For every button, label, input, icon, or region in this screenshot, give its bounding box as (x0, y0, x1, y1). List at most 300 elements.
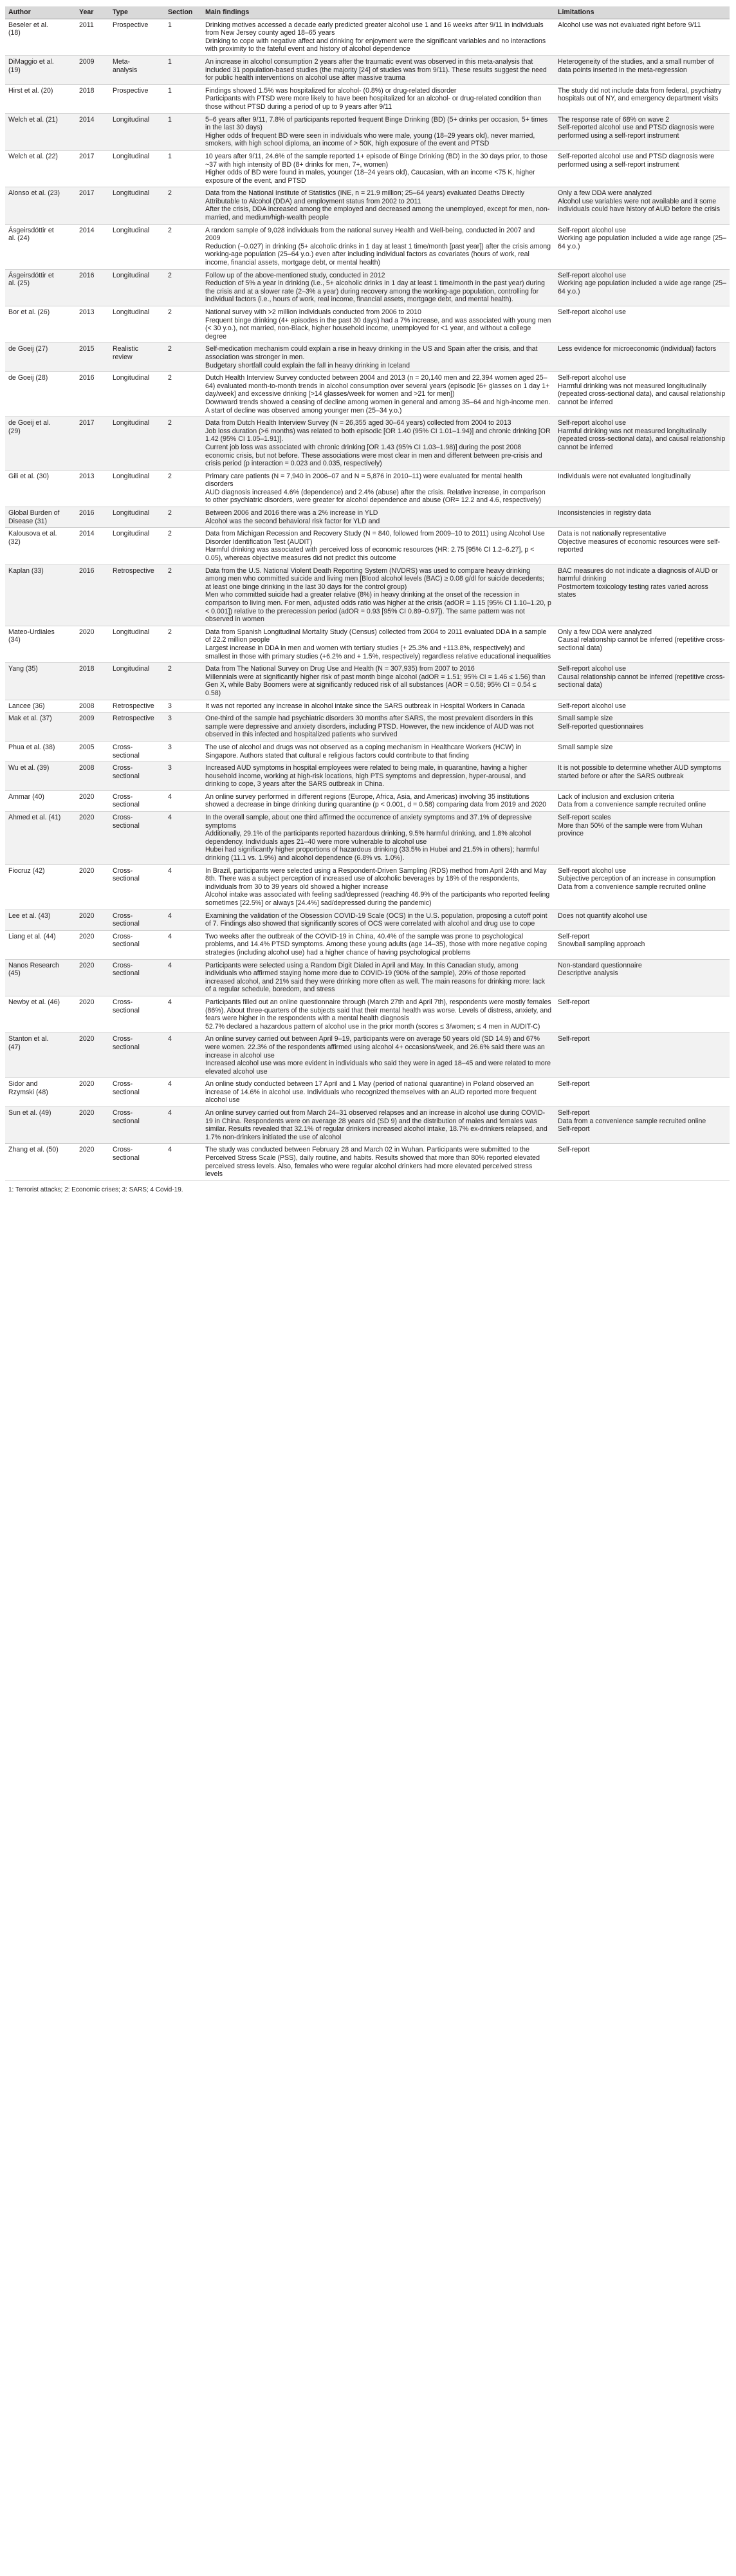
document-page (0, 0, 736, 1193)
cell-author-line: de Goeij (27) (8, 345, 48, 353)
cell-section: 2 (165, 507, 202, 528)
cell-main-findings-line: An online survey carried out between April 9–19, participants were on average 50 years old (SD 14.9) and 67% were women. 22.3% of the respondents affirmed using alcohol 4+ occasions/week, and 26.6% said there was an increase in alcohol use (205, 1035, 545, 1059)
table-row (5, 528, 730, 565)
cell-section: 1 (165, 55, 202, 84)
cell-main-findings-line: Job loss duration (>6 months) was related to both episodic [OR 1.40 (95% CI 1.01–1.94)] and chronic drinking [OR 1.42 (95% CI 1.05–1.91)]. (205, 427, 551, 443)
cell-main-findings-line: One-third of the sample had psychiatric disorders 30 months after SARS, the most prevalent disorders in this sample were depressive and anxiety disorders, including PTSD. However, the new incidence of AUD was not observed in this infected and hospitalized patients who survived (205, 714, 534, 739)
table-row (5, 741, 730, 761)
cell-main-findings (202, 224, 555, 269)
cell-limitations-line: Heterogeneity of the studies, and a small number of data points inserted in the meta-regression (558, 57, 714, 74)
cell-limitations (555, 713, 730, 742)
cell-year: 2015 (76, 343, 109, 372)
table-row (5, 372, 730, 417)
cell-type (109, 790, 165, 811)
cell-year: 2018 (76, 663, 109, 700)
cell-main-findings (202, 930, 555, 959)
cell-limitations-line: Snowball sampling approach (558, 940, 645, 949)
cell-type-line: Longitudinal (113, 308, 150, 316)
table-row (5, 762, 730, 791)
cell-author (5, 930, 76, 959)
cell-limitations-line: Self-report alcohol use (558, 866, 626, 875)
cell-author (5, 343, 76, 372)
cell-type-line: Longitudinal (113, 226, 150, 234)
cell-year: 2011 (76, 19, 109, 55)
cell-type-line: Cross- (113, 1080, 133, 1088)
cell-author-line: Gili et al. (30) (8, 472, 49, 480)
cell-limitations (555, 470, 730, 507)
cell-author-line: Alonso et al. (23) (8, 189, 60, 198)
cell-main-findings (202, 507, 555, 528)
table-row (5, 417, 730, 471)
cell-type-line: analysis (113, 66, 138, 74)
table-row (5, 910, 730, 930)
cell-section: 3 (165, 713, 202, 742)
cell-type-line: Cross- (113, 1146, 133, 1154)
cell-year: 2009 (76, 713, 109, 742)
cell-main-findings (202, 187, 555, 224)
table-row (5, 269, 730, 306)
cell-main-findings-line: Two weeks after the outbreak of the COVID-19 in China, 40.4% of the sample was prone to psychological problems, and 14.4% PTSD symptoms. Among these young adults (age 14–35), those with more negative coping strategies (including alcohol use) had a higher chance of having psychological problems (205, 932, 547, 957)
cell-main-findings-line: Between 2006 and 2016 there was a 2% increase in YLD (205, 509, 378, 518)
cell-year: 2013 (76, 470, 109, 507)
cell-limitations-line: Self-report (558, 932, 590, 940)
cell-main-findings-line: Findings showed 1.5% was hospitalized for alcohol- (0.8%) or drug-related disorder (205, 86, 457, 95)
cell-year: 2016 (76, 507, 109, 528)
cell-type-line: sectional (113, 1117, 140, 1125)
cell-limitations (555, 84, 730, 113)
cell-year: 2016 (76, 565, 109, 626)
cell-type (109, 996, 165, 1032)
cell-main-findings-line: An online study conducted between 17 April and 1 May (period of national quarantine) in Poland observed an increase of 14.6% in alcohol use. Individuals who recognized themselves with an AUD reported more frequent alcohol use (205, 1080, 537, 1105)
cell-limitations-line: Self-reported questionnaires (558, 722, 644, 731)
cell-main-findings-line: Increased AUD symptoms in hospital employees were related to being male, in quarantine, having a higher household income, working at high-risk locations, high PTS symptoms and depression, hyper-arousal, and drinking to cope, 3 years after the SARS outbreak in China. (205, 764, 528, 789)
table-row (5, 84, 730, 113)
cell-author-line: (32) (8, 537, 21, 546)
table-body (5, 19, 730, 1181)
cell-main-findings (202, 700, 555, 713)
cell-year: 2005 (76, 741, 109, 761)
cell-author (5, 528, 76, 565)
table-row (5, 507, 730, 528)
cell-type (109, 507, 165, 528)
cell-year: 2020 (76, 812, 109, 865)
cell-author-line: Fiocruz (42) (8, 866, 45, 875)
cell-limitations-line: Self-report alcohol use (558, 665, 626, 673)
cell-limitations-line: Working age population included a wide age range (25–64 y.o.) (558, 234, 726, 250)
cell-limitations-line: Self-report (558, 1125, 590, 1134)
cell-limitations-line: Self-report (558, 1035, 590, 1043)
cell-type (109, 113, 165, 150)
cell-author (5, 55, 76, 84)
cell-author-line: (18) (8, 29, 21, 37)
cell-limitations-line: Causal relationship cannot be inferred (repetitive cross-sectional data) (558, 673, 725, 689)
cell-type (109, 741, 165, 761)
table-row (5, 565, 730, 626)
cell-main-findings (202, 150, 555, 187)
cell-author (5, 470, 76, 507)
cell-limitations-line: Self-reported alcohol use and PTSD diagnosis were performed using a self-report instrument (558, 152, 715, 169)
cell-type-line: Cross- (113, 743, 133, 751)
cell-limitations-line: Working age population included a wide age range (25–64 y.o.) (558, 279, 726, 295)
cell-limitations (555, 528, 730, 565)
table-row (5, 930, 730, 959)
cell-section: 3 (165, 700, 202, 713)
cell-author-line: Global Burden of (8, 509, 60, 518)
cell-year: 2020 (76, 930, 109, 959)
cell-author-line: Lee et al. (43) (8, 911, 51, 920)
cell-year: 2020 (76, 864, 109, 910)
cell-main-findings (202, 113, 555, 150)
cell-limitations-line: Self-report alcohol use (558, 226, 626, 234)
cell-main-findings-line: After the crisis, DDA increased among the employed and decreased among the unemployed, except for men, non-married, and medium/high-wealth people (205, 205, 550, 222)
cell-section: 3 (165, 762, 202, 791)
cell-author-line: Sidor and (8, 1080, 38, 1088)
cell-author-line: Wu et al. (39) (8, 764, 50, 772)
cell-limitations (555, 996, 730, 1032)
cell-author-line: Disease (31) (8, 517, 48, 525)
cell-main-findings-line: Higher odds of frequent BD were seen in individuals who were male, young (18–29 years old), never married, smokers, with high school diploma, an income of > 50K, high exposure of the event and PTSD (205, 131, 535, 148)
cell-author (5, 812, 76, 865)
cell-type-line: sectional (113, 1154, 140, 1162)
cell-main-findings-line: Reduction of 5% a year in drinking (i.e., 5+ alcoholic drinks in 1 day at least 1 time/month in the past year) during the crisis and at a slower rate (2–3% a year) during recovery among the working-age population, controlling for individual factors (i.e., hours of work, real income, financial assets, mortgage debt, and mental health). (205, 279, 545, 304)
cell-section: 4 (165, 1144, 202, 1181)
cell-type-line: Retrospective (113, 702, 154, 710)
cell-type-line: Cross- (113, 1035, 133, 1043)
cell-type-line: sectional (113, 1006, 140, 1014)
cell-main-findings-line: Dutch Health Interview Survey conducted between 2004 and 2013 (n = 20,140 men and 22,394 women aged 25–64) evaluated month-to-month trends in alcohol consumption over several years (episodic [6+ glasses on 1 day 1+ day/week] and excessive drinking [>14 glasses/week for women and >21 for men]) (205, 374, 550, 398)
cell-type (109, 19, 165, 55)
cell-main-findings-line: Drinking motives accessed a decade early predicted greater alcohol use 1 and 16 weeks after 9/11 in individuals from New Jersey county aged 18–65 years (205, 21, 544, 37)
cell-author-line: Beseler et al. (8, 21, 48, 29)
cell-main-findings-line: Drinking to cope with negative affect and drinking for enjoyment were the significant variables and no interactions with proximity to the fateful event and history of alcohol dependence (205, 37, 546, 53)
table-row (5, 864, 730, 910)
cell-main-findings (202, 626, 555, 662)
cell-author (5, 864, 76, 910)
cell-main-findings (202, 470, 555, 507)
table-row (5, 1144, 730, 1181)
cell-year: 2020 (76, 626, 109, 662)
cell-type-line: Longitudinal (113, 271, 150, 279)
cell-author-line: Bor et al. (26) (8, 308, 50, 316)
cell-type (109, 1078, 165, 1107)
cell-main-findings (202, 528, 555, 565)
cell-main-findings-line: Data from the U.S. National Violent Death Reporting System (NVDRS) was used to compare heavy drinking among men who committed suicide and living men [Blood alcohol levels (BAC) ≥ 0.08 g/dl for suicide decedents; at least one binge drinking in the last 30 days for the control group) (205, 566, 544, 591)
table-row (5, 713, 730, 742)
cell-type-line: sectional (113, 772, 140, 780)
cell-section: 4 (165, 1033, 202, 1078)
cell-author-line: DiMaggio et al. (8, 57, 54, 66)
cell-year: 2014 (76, 113, 109, 150)
cell-limitations-line: Objective measures of economic resources were self-reported (558, 537, 720, 554)
cell-limitations-line: Inconsistencies in registry data (558, 509, 651, 518)
table-row (5, 790, 730, 811)
cell-year: 2008 (76, 700, 109, 713)
cell-main-findings-line: Largest increase in DDA in men and women with tertiary studies (+ 25.3% and +113.8%, respectively) and smallest in those with primary studies (+6.2% and + 1.5%, respectively) regardless relative educational inequalities (205, 644, 551, 660)
cell-main-findings-line: Higher odds of BD were found in males, younger (18–24 years old), Caucasian, with an income <75 K, higher exposure of the event, and PTSD (205, 169, 535, 185)
table-row (5, 1078, 730, 1107)
cell-year: 2017 (76, 187, 109, 224)
header-row (5, 6, 730, 19)
cell-type-line: Cross- (113, 764, 133, 772)
cell-type (109, 269, 165, 306)
cell-main-findings (202, 343, 555, 372)
cell-type-line: sectional (113, 920, 140, 928)
cell-main-findings-line: Alcohol intake was associated with feeling sad/depressed (reaching 46.9% of the participants who reported feeling sometimes [22.5%] or always [24.4%] sad/depressed during the pandemic) (205, 891, 550, 907)
cell-author-line: Lancee (36) (8, 702, 45, 710)
cell-author (5, 762, 76, 791)
cell-author-line: Newby et al. (46) (8, 998, 60, 1006)
table-footnote: 1: Terrorist attacks; 2: Economic crises; 3: SARS; 4 Covid-19. (8, 1186, 183, 1193)
cell-year: 2014 (76, 224, 109, 269)
cell-type (109, 84, 165, 113)
cell-main-findings-line: A random sample of 9,028 individuals from the national survey Health and Well-being, conducted in 2007 and 2009 (205, 226, 535, 243)
header-section: Section (165, 6, 202, 19)
cell-limitations (555, 306, 730, 343)
cell-author-line: Hirst et al. (20) (8, 86, 53, 95)
cell-author (5, 1078, 76, 1107)
cell-year: 2020 (76, 1144, 109, 1181)
cell-type-line: sectional (113, 751, 140, 760)
header-limitations: Limitations (555, 6, 730, 19)
cell-limitations (555, 187, 730, 224)
cell-type-line: Longitudinal (113, 509, 150, 518)
cell-limitations (555, 1033, 730, 1078)
cell-limitations-line: Data from a convenience sample recruited online (558, 801, 706, 809)
cell-type (109, 1033, 165, 1078)
cell-main-findings-line: Men who committed suicide had a greater relative (8%) in heavy drinking at the onset of the recession in comparison to living men. For men, adjusted odds ratio was higher at the crisis (adOR = 1.15 [95% CI 1.10–1.20, p < 0.001]) relative to the prerecession period (adOR = 0.93 [95% CI 0.89–0.97]). The same pattern was not observed in women (205, 591, 551, 624)
cell-author-line: Liang et al. (44) (8, 932, 56, 940)
cell-main-findings-line: An increase in alcohol consumption 2 years after the traumatic event was observed in this meta-analysis that included 31 population-based studies (the majority [24] of studies was from 9/11). These results suggest the need for public health interventions on alcohol use after massive trauma (205, 57, 547, 82)
cell-section: 4 (165, 812, 202, 865)
cell-main-findings-line: Data from Michigan Recession and Recovery Study (N = 840, followed from 2009–10 to 2011) using Alcohol Use Disorder Identification Test (AUDIT) (205, 530, 545, 546)
cell-type (109, 306, 165, 343)
cell-limitations-line: Lack of inclusion and exclusion criteria (558, 792, 674, 801)
cell-main-findings (202, 269, 555, 306)
cell-type (109, 224, 165, 269)
cell-section: 2 (165, 417, 202, 471)
cell-type (109, 959, 165, 996)
table-row (5, 996, 730, 1032)
cell-limitations-line: More than 50% of the sample were from Wuhan province (558, 821, 703, 838)
cell-type-line: Cross- (113, 814, 133, 822)
cell-main-findings-line: In the overall sample, about one third affirmed the occurrence of anxiety symptoms and 37.1% of depressive symptoms (205, 814, 532, 830)
cell-section: 4 (165, 930, 202, 959)
cell-main-findings-line: Self-medication mechanism could explain a rise in heavy drinking in the US and Spain after the crisis, and that association was stronger in men. (205, 345, 538, 361)
cell-author-line: Kalousova et al. (8, 530, 57, 538)
cell-author-line: Welch et al. (21) (8, 115, 58, 124)
header-year: Year (76, 6, 109, 19)
cell-author (5, 626, 76, 662)
cell-section: 3 (165, 741, 202, 761)
cell-limitations (555, 565, 730, 626)
cell-limitations (555, 150, 730, 187)
cell-section: 2 (165, 626, 202, 662)
cell-type (109, 372, 165, 417)
cell-main-findings-line: Downward trends showed a ceasing of decline among women in general and among 35–64 and high-income men. A start of decline was observed among younger men (25–34 y.o.) (205, 398, 551, 415)
cell-type-line: Longitudinal (113, 665, 150, 673)
cell-type-line: Retrospective (113, 566, 154, 575)
cell-limitations-line: Descriptive analysis (558, 969, 618, 978)
cell-type-line: Longitudinal (113, 374, 150, 382)
cell-limitations (555, 1144, 730, 1181)
cell-limitations-line: Individuals were not evaluated longitudinally (558, 472, 691, 480)
cell-author (5, 996, 76, 1032)
cell-type-line: Longitudinal (113, 628, 150, 636)
cell-limitations (555, 812, 730, 865)
cell-limitations-line: Non-standard questionnaire (558, 961, 642, 969)
cell-limitations-line: Data is not nationally representative (558, 530, 667, 538)
cell-author (5, 113, 76, 150)
table-row (5, 959, 730, 996)
cell-main-findings (202, 372, 555, 417)
cell-main-findings (202, 84, 555, 113)
cell-limitations-line: Postmortem toxicology testing rates varied across states (558, 583, 708, 599)
cell-limitations-line: Self-report alcohol use (558, 374, 626, 382)
cell-year: 2020 (76, 959, 109, 996)
cell-main-findings (202, 1144, 555, 1181)
cell-limitations (555, 626, 730, 662)
cell-year: 2014 (76, 528, 109, 565)
cell-section: 2 (165, 224, 202, 269)
cell-limitations (555, 224, 730, 269)
cell-limitations-line: Self-report (558, 998, 590, 1006)
cell-author-line: Mateo-Urdiales (8, 628, 55, 636)
cell-author-line: (47) (8, 1043, 21, 1051)
cell-limitations-line: Self-reported alcohol use and PTSD diagnosis were performed using a self-report instrument (558, 124, 715, 140)
header-main-findings: Main findings (202, 6, 555, 19)
cell-section: 2 (165, 187, 202, 224)
cell-type (109, 713, 165, 742)
cell-section: 2 (165, 565, 202, 626)
cell-limitations-line: Harmful drinking was not measured longitudinally (repeated cross-sectional data), and causal relationship cannot be inferred (558, 427, 726, 451)
table-header (5, 6, 730, 19)
cell-type (109, 417, 165, 471)
table-row (5, 306, 730, 343)
cell-author-line: Ásgeirsdóttir et (8, 271, 54, 279)
cell-main-findings (202, 741, 555, 761)
cell-type-line: Cross- (113, 911, 133, 920)
cell-year: 2020 (76, 1107, 109, 1144)
cell-main-findings-line: Hubei had significantly higher proportions of hazardous drinking (33.5% in Hubei and 21.5% in others); harmful drinking (11.1 vs. 1.9%) and alcohol dependence (6.8% vs. 1.0%). (205, 846, 539, 863)
cell-author-line: al. (25) (8, 279, 30, 288)
table-row (5, 1107, 730, 1144)
cell-section: 2 (165, 470, 202, 507)
cell-main-findings (202, 19, 555, 55)
cell-author (5, 959, 76, 996)
cell-limitations-line: Self-report (558, 1146, 590, 1154)
cell-section: 1 (165, 84, 202, 113)
cell-author (5, 663, 76, 700)
cell-author-line: Rzymski (48) (8, 1088, 48, 1096)
cell-main-findings (202, 812, 555, 865)
cell-author-line: (45) (8, 969, 21, 978)
table-row (5, 19, 730, 55)
cell-type (109, 1144, 165, 1181)
cell-author-line: Phua et al. (38) (8, 743, 55, 751)
cell-main-findings (202, 1033, 555, 1078)
cell-type-line: sectional (113, 1088, 140, 1096)
cell-main-findings-line: Participants with PTSD were more likely to have been hospitalized for an alcohol- or drug-related condition than those without PTSD during a period of up to 9 years after 9/11 (205, 95, 542, 111)
cell-type (109, 150, 165, 187)
cell-author (5, 19, 76, 55)
cell-type-line: review (113, 353, 133, 361)
cell-main-findings-line: Primary care patients (N = 7,940 in 2006–07 and N = 5,876 in 2010–11) were evaluated for mental health disorders (205, 472, 522, 489)
cell-section: 1 (165, 150, 202, 187)
cell-limitations-line: Self-report alcohol use (558, 271, 626, 279)
cell-limitations (555, 55, 730, 84)
cell-limitations-line: Self-report alcohol use (558, 702, 626, 710)
cell-main-findings-line: Participants were selected using a Random Digit Dialed in April and May. In this Canadian study, among individuals who affirmed staying home more due to COVID-19 (90% of the sample), 20% of those reported increased alcohol, and 21% said they were drinking more often as well. The main reasons for drinking more: lack of a regular schedule, boredom, and stress (205, 961, 545, 994)
cell-limitations (555, 741, 730, 761)
cell-author (5, 306, 76, 343)
cell-limitations-line: Self-report (558, 1080, 590, 1088)
cell-author (5, 790, 76, 811)
cell-author-line: Kaplan (33) (8, 566, 44, 575)
cell-type-line: Longitudinal (113, 152, 150, 160)
cell-author-line: Nanos Research (8, 961, 59, 969)
cell-author (5, 565, 76, 626)
cell-limitations (555, 19, 730, 55)
cell-section: 4 (165, 959, 202, 996)
cell-main-findings (202, 663, 555, 700)
cell-main-findings (202, 910, 555, 930)
cell-author-line: de Goeij et al. (8, 419, 51, 427)
cell-main-findings (202, 762, 555, 791)
cell-limitations-line: Does not quantify alcohol use (558, 911, 647, 920)
cell-limitations-line: Small sample size (558, 743, 613, 751)
cell-limitations-line: Self-report alcohol use (558, 419, 626, 427)
cell-main-findings-line: Data from The National Survey on Drug Use and Health (N = 307,935) from 2007 to 2016 (205, 665, 475, 673)
cell-main-findings-line: Examining the validation of the Obsession COVID-19 Scale (OCS) in the U.S. population, proposing a cutoff point of 7. Findings also showed that significantly scores of OCS were correlated with alcohol and drug use to cope (205, 911, 547, 928)
cell-section: 2 (165, 663, 202, 700)
cell-main-findings-line: The study was conducted between February 28 and March 02 in Wuhan. Participants were submitted to the Perceived Stress Scale (PSS), daily routine, and habits. Results showed that more than 80% reported elevated perceived stress levels. Also, females who were regular alcohol drinkers had more elevated perceived stress levels (205, 1146, 540, 1179)
cell-limitations-line: Alcohol use variables were not available and it some individuals could have history of AUD before the crisis (558, 197, 721, 214)
cell-section: 4 (165, 1078, 202, 1107)
cell-main-findings-line: Millennials were at significantly higher risk of past month binge alcohol (adOR = 1.51; 95% CI = 1.46 ≤ 1.56) than Gen X, while Baby Boomers were at significantly reduced risk of all substances (AOR = 0.58; 95% CI = 0.54 ≤ 0.58) (205, 673, 546, 697)
cell-author (5, 1033, 76, 1078)
cell-type-line: Meta- (113, 57, 131, 66)
cell-year: 2020 (76, 1033, 109, 1078)
cell-year: 2020 (76, 790, 109, 811)
cell-main-findings (202, 55, 555, 84)
table-row (5, 470, 730, 507)
cell-section: 4 (165, 910, 202, 930)
cell-main-findings-line: National survey with >2 million individuals conducted from 2006 to 2010 (205, 308, 421, 316)
cell-main-findings-line: Data from Dutch Health Interview Survey (N = 26,355 aged 30–64 years) collected from 2004 to 2013 (205, 419, 511, 427)
cell-limitations (555, 762, 730, 791)
cell-limitations-line: Causal relationship cannot be inferred (repetitive cross-sectional data) (558, 636, 725, 652)
cell-main-findings-line: It was not reported any increase in alcohol intake since the SARS outbreak in Hospital Workers in Canada (205, 702, 525, 710)
cell-main-findings-line: In Brazil, participants were selected using a Respondent-Driven Sampling (RDS) method from April 24th and May 8th. There was a subject perception of increased use of alcoholic beverages by 18% of the respondents, individuals from 30 to 39 years old showed a higher increase (205, 866, 547, 891)
cell-year: 2018 (76, 84, 109, 113)
cell-section: 1 (165, 19, 202, 55)
cell-type (109, 812, 165, 865)
cell-type-line: Prospective (113, 86, 149, 95)
cell-type-line: sectional (113, 1043, 140, 1051)
cell-type (109, 663, 165, 700)
cell-type-line: Cross- (113, 792, 133, 801)
cell-type-line: Longitudinal (113, 472, 150, 480)
cell-type-line: Cross- (113, 998, 133, 1006)
table-row (5, 55, 730, 84)
cell-type-line: sectional (113, 875, 140, 883)
cell-main-findings (202, 417, 555, 471)
cell-author (5, 187, 76, 224)
cell-main-findings-line: 52.7% declared a hazardous pattern of alcohol use in the prior month (scores ≤ 3/women; ≤ 4 men in AUDIT-C) (205, 1022, 540, 1031)
cell-section: 1 (165, 113, 202, 150)
table-row (5, 224, 730, 269)
cell-type (109, 187, 165, 224)
